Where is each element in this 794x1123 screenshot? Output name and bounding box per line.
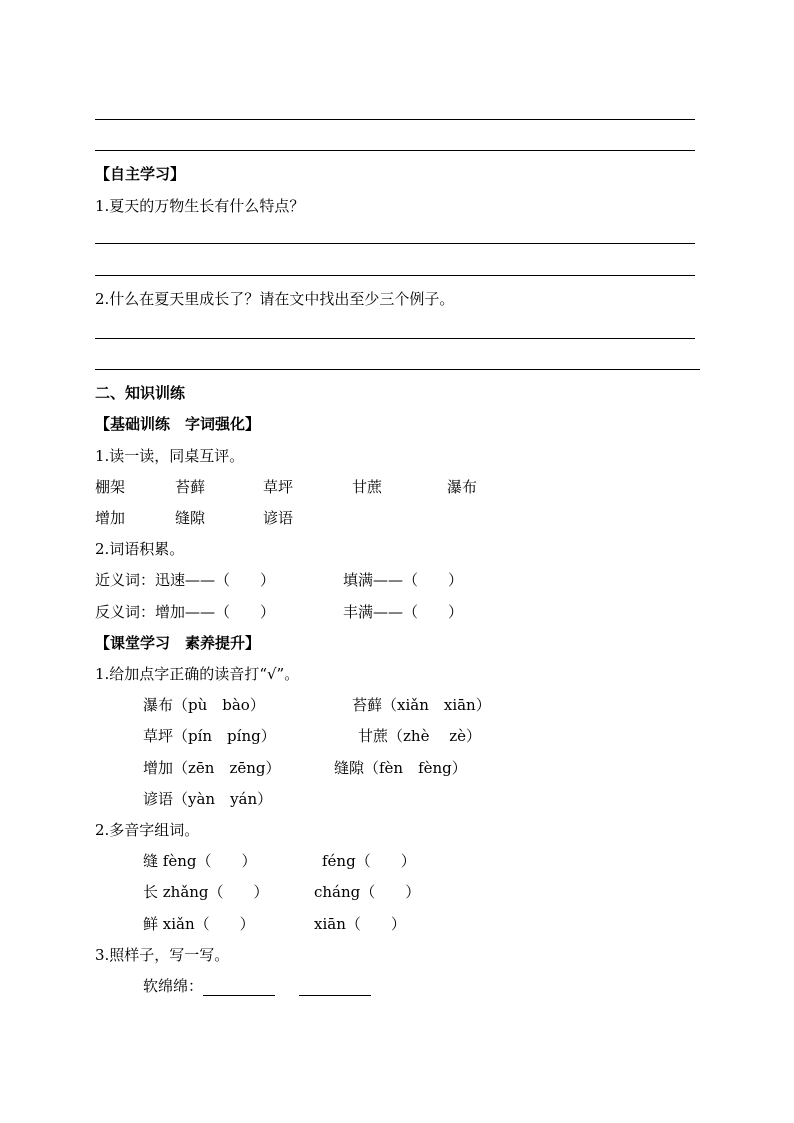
word-2: 苔藓 bbox=[175, 478, 206, 496]
item-word-accumulation: 2.词语积累。 bbox=[95, 540, 185, 558]
answer-line bbox=[95, 119, 695, 120]
antonym-2: 丰满——（ ） bbox=[343, 603, 464, 621]
antonym-1: 反义词：增加——（ ） bbox=[95, 603, 276, 621]
answer-line bbox=[95, 369, 700, 370]
synonym-2: 填满——（ ） bbox=[343, 571, 464, 589]
answer-line bbox=[95, 150, 695, 151]
question-2: 2.什么在夏天里成长了？请在文中找出至少三个例子。 bbox=[95, 290, 455, 308]
item-pronunciation: 1.给加点字正确的读音打“√”。 bbox=[95, 665, 300, 683]
fill-blank[interactable] bbox=[203, 979, 275, 996]
pinyin-choice: 谚语（yàn yán） bbox=[143, 790, 273, 808]
example-label: 软绵绵： bbox=[143, 977, 204, 995]
word-3: 草坪 bbox=[263, 478, 294, 496]
synonym-1: 近义词：迅速——（ ） bbox=[95, 571, 276, 589]
answer-line bbox=[95, 338, 695, 339]
pinyin-choice: 缝隙（fèn fèng） bbox=[334, 759, 467, 777]
polyphonic-entry: 长 zhǎng（ ） bbox=[143, 883, 269, 901]
item-polyphonic: 2.多音字组词。 bbox=[95, 821, 200, 839]
section-heading-self-study: 【自主学习】 bbox=[95, 165, 186, 183]
word-8: 谚语 bbox=[263, 509, 294, 527]
subsection-heading-classroom: 【课堂学习 素养提升】 bbox=[95, 634, 261, 652]
polyphonic-entry: 缝 fèng（ ） bbox=[143, 852, 257, 870]
question-1: 1.夏天的万物生长有什么特点？ bbox=[95, 197, 305, 215]
word-5: 瀑布 bbox=[447, 478, 478, 496]
answer-line bbox=[95, 243, 695, 244]
polyphonic-entry: xiān（ ） bbox=[314, 915, 406, 933]
word-1: 棚架 bbox=[95, 478, 126, 496]
example-row bbox=[143, 976, 371, 996]
section-title-knowledge-training: 二、知识训练 bbox=[95, 384, 186, 402]
pinyin-choice: 苔藓（xiǎn xiān） bbox=[352, 696, 491, 714]
word-7: 缝隙 bbox=[175, 509, 206, 527]
pinyin-choice: 草坪（pín píng） bbox=[143, 727, 276, 745]
word-6: 增加 bbox=[95, 509, 126, 527]
answer-line bbox=[95, 275, 695, 276]
pinyin-choice: 甘蔗（zhè zè） bbox=[358, 727, 481, 745]
word-4: 甘蔗 bbox=[352, 478, 383, 496]
polyphonic-entry: cháng（ ） bbox=[314, 883, 421, 901]
pinyin-choice: 瀑布（pù bào） bbox=[143, 696, 265, 714]
subsection-heading-basic: 【基础训练 字词强化】 bbox=[95, 415, 261, 433]
fill-blank[interactable] bbox=[299, 979, 371, 996]
polyphonic-entry: féng（ ） bbox=[322, 852, 416, 870]
polyphonic-entry: 鲜 xiǎn（ ） bbox=[143, 915, 255, 933]
pinyin-choice: 增加（zēn zēng） bbox=[143, 759, 281, 777]
item-follow-example: 3.照样子，写一写。 bbox=[95, 946, 230, 964]
item-read-aloud: 1.读一读，同桌互评。 bbox=[95, 447, 245, 465]
